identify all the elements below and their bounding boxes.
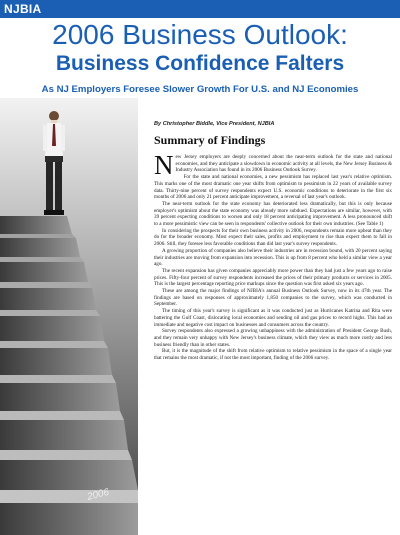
header-bar (0, 0, 400, 18)
article-paragraph: The near-term outlook for the state economy has deteriorated less dramatically, but this is only because employer's optimism about the state economy was already more subdued. Expectations are similar, however, with 39 percent expecting conditions to worsen and only 18 percent anticipating improvement. A less pronounced shift to a more pessimistic view can be seen in respondents' collective outlook for their own industries. (See Table 1) (154, 200, 392, 228)
staircase-illustration (0, 98, 138, 535)
page-title: 2006 Business Outlook: (52, 19, 348, 50)
step-year-label: 2006 (86, 486, 111, 503)
org-name: NJBIA (4, 2, 42, 16)
page-title-line2: Business Confidence Falters (55, 52, 345, 75)
article-paragraph: The recent expansion has given companies appreciably more power than they had just a few years ago to raise prices. Fifty-four percent of survey respondents increased the prices of their primary products or services in 2005. This is the largest percentage reporting price markups since the question was first asked six years ago. (154, 267, 392, 288)
paragraph-text: ew Jersey employers are deeply concerned about the near-term outlook for the state and national economies, and they anticipate a slowdown in economic activity at all levels, the New Jersey Business & Industry Association has found in its 2006 Business Outlook Survey. (175, 154, 392, 174)
section-title: Summary of Findings (154, 133, 266, 147)
article-paragraph: But, it is the magnitude of the shift from relative optimism to relative pessimism in the space of a single year that remains the most dramatic, if not the most important, finding of the 2006 survey. (154, 348, 392, 362)
drop-cap: N (154, 150, 174, 180)
page-subtitle: As NJ Employers Foresee Slower Growth For U.S. and NJ Economies (41, 84, 359, 95)
article-paragraph: These are among the major findings of NJBIA's annual Business Outlook Survey, now in its 47th year. The findings are based on responses of approximately 1,850 companies to the survey, which was conducted in September. (154, 288, 392, 308)
article-paragraph: For the state and national economies, a new pessimism has replaced last year's relative optimism. This marks one of the most dramatic one year shifts from optimism to pessimism in 22 years of available survey data. Thirty-nine percent of survey respondents expect U.S. economic conditions to deteriorate in the first six months of 2006 and only 21 percent anticipate improvement, a reversal of last year's outlook. (154, 174, 392, 201)
article-paragraph: A growing proportion of companies also believe their industries are in recession bound, with 20 percent saying their industries are moving from expansion into recession. This is up from 8 percent who held a similar view a year ago. (154, 247, 392, 268)
article-paragraph (154, 150, 392, 180)
article-paragraph: In considering the prospects for their own business activity in 2006, respondents remain more upbeat than they do for the broader economy. Most expect their sales, profits and employment to rise than expect them to fall in 2006. Still, they foresee less favorable conditions than did last year's survey respondents. (154, 227, 392, 248)
article-paragraph: Survey respondents also expressed a growing unhappiness with the administration of President George Bush, and they remain very unhappy with New Jersey's business climate, which they view as much more costly and less business friendly than in other states. (154, 328, 392, 348)
article-paragraph: The timing of this year's survey is significant as it was conducted just as Hurricanes Katrina and Rita were battering the Gulf Coast, dislocating local economies and sending oil and gas prices to record highs. This had an immediate and negative cost impact on businesses and consumers across the country. (154, 308, 392, 328)
article-body (154, 150, 392, 362)
byline: By Christopher Biddle, Vice President, NJBIA (154, 121, 275, 127)
